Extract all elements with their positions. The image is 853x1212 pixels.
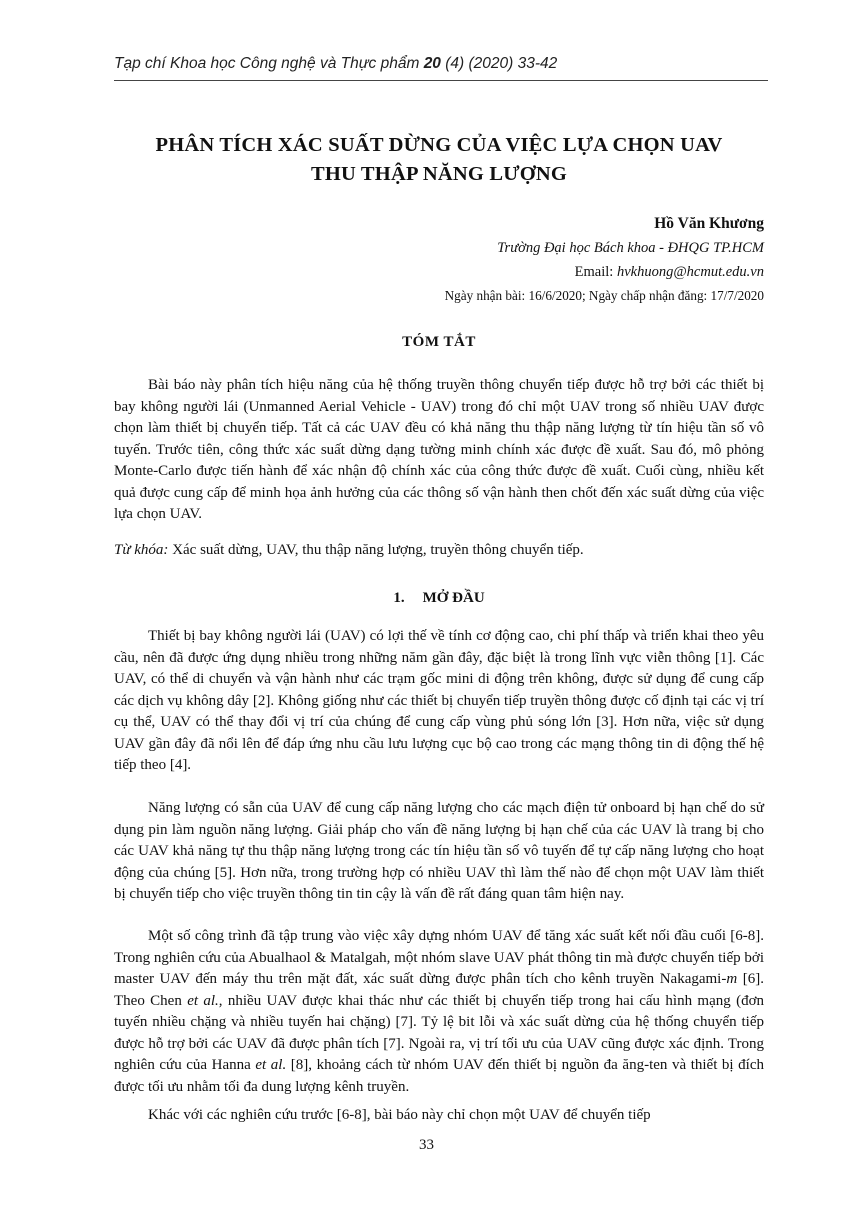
keywords-label: Từ khóa: (114, 542, 169, 558)
header-rule (114, 80, 768, 81)
paper-title (114, 131, 764, 189)
received-accepted-dates: Ngày nhận bài: 16/6/2020; Ngày chấp nhận đăng: 17/7/2020 (444, 288, 764, 303)
p3-text-c: , nhiều UAV được khai thác như các thiết bị chuyển tiếp trong hai cấu hình mạng (đơn tuyến nhiều chặng và nhiều tuyến hai chặng) [7]. Tỷ lệ bit lỗi và xác suất dừng của hệ thống chuyển tiếp được hỗ trợ bởi các UAV đã được phân tích [7]. Ngoài ra, vị trí tối ưu của UAV cũng được xác định. Trong nghiên cứu của Hanna (114, 992, 765, 1073)
p3-et-al-2: et al. (255, 1057, 287, 1073)
p3-text-d: [8], khoảng cách từ nhóm UAV đến thiết bị nguồn đa ăng-ten và thiết bị đích được tối ưu nhằm tối đa dung lượng kênh truyền. (114, 1057, 765, 1095)
keywords (114, 540, 764, 562)
journal-volume: 20 (423, 55, 441, 72)
author-email (445, 260, 764, 284)
page-number: 33 (419, 1137, 434, 1153)
journal-issue: (4) (2020) 33-42 (440, 55, 558, 72)
author-affiliation: Trường Đại học Bách khoa - ĐHQG TP.HCM (497, 240, 764, 256)
intro-paragraph-1: Thiết bị bay không người lái (UAV) có lợi thế về tính cơ động cao, chi phí thấp và triển khai theo yêu cầu, nên đã được ứng dụng nhiều trong những năm gần đây, đặc biệt là trong lĩnh vực viễn thông [1]. Các UAV, có thể di chuyển và vận hành như các trạm gốc mini di động trên không, được sử dụng để cung cấp các dịch vụ không dây [2]. Không giống như các thiết bị chuyển tiếp truyền thông được cố định tại các vị trí cụ thể, UAV có thể thay đổi vị trí của chúng để cung cấp vùng phủ sóng lớn [3]. Hơn nữa, việc sử dụng UAV gần đây đã nổi lên để đáp ứng nhu cầu lưu lượng cục bộ cao trong các mạng thông tin di động thế hệ tiếp theo [4]. (114, 628, 764, 773)
intro-paragraph-3 (114, 926, 764, 1098)
title-line-1: PHÂN TÍCH XÁC SUẤT DỪNG CỦA VIỆC LỰA CHỌN UAV (155, 134, 723, 156)
section-number: 1. (393, 590, 405, 606)
intro-paragraph-2: Năng lượng có sẵn của UAV để cung cấp năng lượng cho các mạch điện tử onboard bị hạn chế do sử dụng pin làm nguồn năng lượng. Giải pháp cho vấn đề năng lượng bị hạn chế của các UAV là trang bị cho các UAV khả năng tự thu thập năng lượng trong các tín hiệu tần số vô tuyến để tự cấp năng lượng cho hoạt động của chúng [5]. Hơn nữa, trong trường hợp có nhiều UAV thì làm thế nào để chọn một UAV làm thiết bị chuyển tiếp cho việc truyền thông tin tin cậy là vấn đề rất đáng quan tâm hiện nay. (114, 800, 764, 902)
title-line-2: THU THẬP NĂNG LƯỢNG (310, 163, 568, 185)
intro-paragraph-4: Khác với các nghiên cứu trước [6-8], bài báo này chỉ chọn một UAV để chuyển tiếp (148, 1107, 651, 1123)
journal-name: Tạp chí Khoa học Công nghệ và Thực phẩm (114, 55, 424, 72)
email-label: Email: (574, 264, 617, 280)
email-link[interactable]: hvkhuong@hcmut.edu.vn (616, 264, 764, 280)
keywords-list: Xác suất dừng, UAV, thu thập năng lượng, truyền thông chuyển tiếp. (168, 542, 584, 558)
p3-nakagami-m: m (726, 971, 738, 987)
author-name: Hồ Văn Khương (654, 215, 764, 232)
p3-text-b: [6]. Theo Chen (114, 971, 764, 1009)
author-block (445, 212, 764, 308)
p3-et-al-1: et al. (187, 992, 219, 1009)
p3-text-a: Một số công trình đã tập trung vào việc xây dựng nhóm UAV để tăng xác suất kết nối đầu cuối [6-8]. Trong nghiên cứu của Abualhaol & Matalgah, một nhóm slave UAV phát thông tin mà được chuyển tiếp bởi master UAV đến máy thu trên mặt đất, xác suất dừng được phân tích cho kênh truyền Nakagami- (114, 928, 764, 987)
abstract-text: Bài báo này phân tích hiệu năng của hệ thống truyền thông chuyển tiếp được hỗ trợ bởi các thiết bị bay không người lái (Unmanned Aerial Vehicle - UAV) trong đó chỉ một UAV trong số nhiều UAV được chọn làm thiết bị chuyển tiếp. Tất cả các UAV đều có khả năng thu thập năng lượng từ tín hiệu tần số vô tuyến. Trước tiên, công thức xác suất dừng dạng tường minh chính xác được đề xuất. Sau đó, mô phỏng Monte-Carlo được tiến hành để xác nhận độ chính xác của công thức được đề xuất. Cuối cùng, nhiều kết quả được cung cấp để minh họa ảnh hưởng của các thông số vận hành then chốt đến xác suất dừng của việc lựa chọn UAV. (114, 377, 764, 522)
journal-header (114, 55, 764, 73)
abstract-heading: TÓM TẮT (402, 334, 476, 350)
section-title: MỞ ĐẦU (422, 590, 485, 606)
section-heading-intro (114, 590, 764, 607)
